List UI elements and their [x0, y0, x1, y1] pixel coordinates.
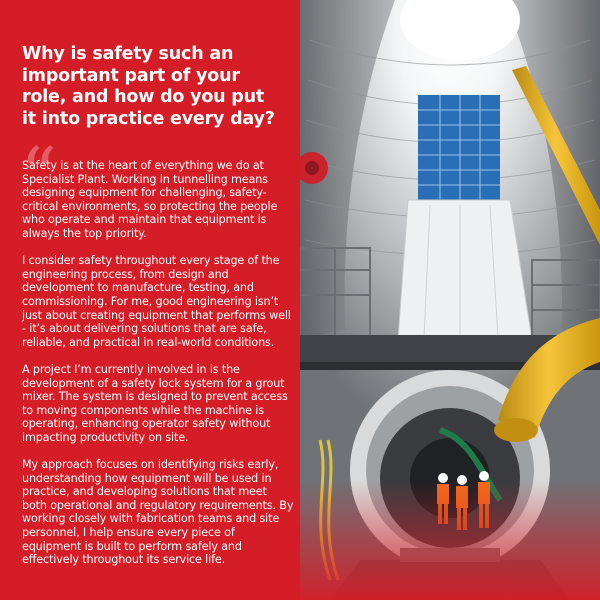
answer-paragraph: Safety is at the heart of everything we do at Specialist Plant. Working in tunnelling means designing equipment for challenging, safety-critical environments, so protecting the people who operate and maintain that equipment is always the top priority.	[22, 159, 278, 240]
answer-paragraph: I consider safety throughout every stage of the engineering process, from design and development to manufacture, testing, and commissioning. For me, good engineering isn’t just about creating equipment that performs well - it’s about delivering solutions that are safe, reliable, and practical in real-world conditions.	[22, 254, 291, 349]
tunnel-shaft-illustration	[300, 0, 600, 600]
question-heading: Why is safety such an important part of your role, and how do you put it into practice every day?	[22, 44, 275, 129]
answer-paragraph: A project I’m currently involved in is the development of a safety lock system for a grout mixer. The system is designed to prevent access to moving components while the machine is operating, enhancing operator safety without impacting productivity on site.	[22, 362, 288, 444]
tunnel-shaft-photo	[300, 0, 600, 600]
quote-mark-icon: “	[20, 132, 57, 216]
answer-paragraph: My approach focuses on identifying risks early, understanding how equipment will be used in practice, and developing solutions that meet both operational and regulatory requirements. By working closely with fabrication teams and site personnel, I help ensure every piece of equipment is built to perform safely and effectively throughout its service life.	[22, 458, 294, 567]
answer-body	[22, 159, 294, 580]
